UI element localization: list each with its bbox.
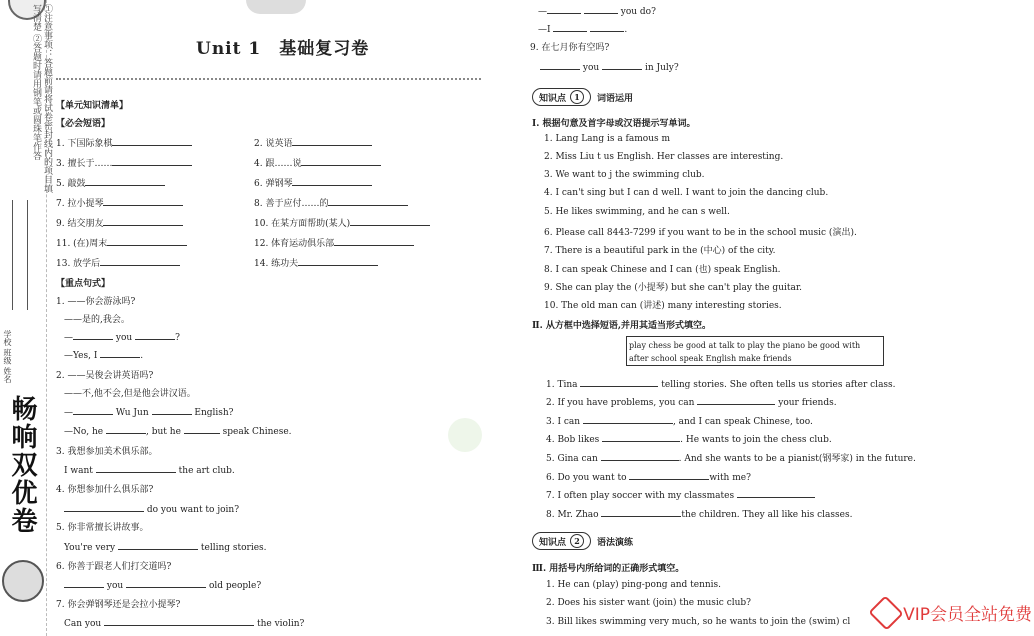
answer-blank[interactable] bbox=[64, 578, 104, 588]
answer-blank[interactable] bbox=[602, 60, 642, 70]
binding-spine bbox=[0, 0, 52, 636]
part-III-item: 3. Bill likes swimming very much, so he wants to join the (swim) cl bbox=[546, 617, 851, 627]
part-I-item: 7. There is a beautiful park in the (中心) of the city. bbox=[544, 246, 776, 256]
answer-blank[interactable] bbox=[73, 405, 113, 415]
question-9: 9. 在七月你有空吗? bbox=[530, 43, 610, 53]
spine-instructions: ①注意事项：答题前请将试卷密封线内的项目填写清楚 ②答题时请用钢笔或圆珠笔作答 bbox=[31, 4, 52, 193]
phrase-box-line-1: play chess be good at talk to play the piano be good with bbox=[629, 341, 861, 350]
sentence-prompt: 3. 我想参加美术俱乐部。 bbox=[56, 447, 158, 457]
part-I-item: 10. The old man can (讲述) many interesting stories. bbox=[544, 301, 782, 311]
answer-blank[interactable] bbox=[96, 463, 176, 473]
phrase-item: 2. 说英语 bbox=[254, 136, 372, 149]
sentence-prompt: ——不,他不会,但是他会讲汉语。 bbox=[64, 389, 196, 399]
phrases-header: 【必会短语】 bbox=[56, 119, 111, 129]
sentences-header: 【重点句式】 bbox=[56, 279, 111, 289]
diamond-icon bbox=[868, 595, 903, 630]
answer-blank[interactable] bbox=[106, 424, 146, 434]
answer-blank[interactable] bbox=[112, 136, 192, 146]
answer-blank[interactable] bbox=[590, 22, 624, 32]
part-II-item: 6. Do you want to with me? bbox=[546, 470, 751, 483]
answer-blank[interactable] bbox=[298, 256, 378, 266]
part-II-item: 7. I often play soccer with my classmates bbox=[546, 488, 815, 501]
answer-blank[interactable] bbox=[553, 22, 587, 32]
page-title: Unit 1 基础复习卷 bbox=[196, 39, 370, 59]
answer-blank[interactable] bbox=[135, 330, 175, 340]
spine-info-labels: 学校 班级 姓名 bbox=[3, 330, 12, 384]
part-III-item: 1. He can (play) ping-pong and tennis. bbox=[546, 580, 722, 590]
answer-blank[interactable] bbox=[292, 176, 372, 186]
title-divider bbox=[56, 78, 481, 80]
sentence-en: —Yes, I . bbox=[64, 348, 143, 361]
answer-blank[interactable] bbox=[107, 236, 187, 246]
kp-badge: 知识点 1 bbox=[532, 88, 591, 106]
kp-title: 语法演练 bbox=[597, 537, 634, 548]
part-II-item: 4. Bob likes . He wants to join the chess club. bbox=[546, 432, 832, 445]
part-III-item: 2. Does his sister want (join) the music club? bbox=[546, 598, 752, 608]
phrase-box bbox=[626, 336, 884, 366]
answer-blank[interactable] bbox=[112, 156, 192, 166]
part-II-instruction: Ⅱ. 从方框中选择短语,并用其适当形式填空。 bbox=[532, 321, 711, 331]
sentence-en: — Wu Jun English? bbox=[64, 405, 234, 418]
answer-blank[interactable] bbox=[292, 136, 372, 146]
sentence-en: do you want to join? bbox=[64, 502, 239, 515]
answer-blank[interactable] bbox=[602, 432, 680, 442]
part-I-item: 2. Miss Liu t us English. Her classes are interesting. bbox=[544, 152, 784, 162]
kp-title: 词语运用 bbox=[597, 93, 634, 104]
right-column bbox=[528, 0, 1008, 636]
part-I-item: 1. Lang Lang is a famous m bbox=[544, 134, 671, 144]
part-II-item: 3. I can , and I can speak Chinese, too. bbox=[546, 414, 813, 427]
part-II-item: 1. Tina telling stories. She often tells us stories after class. bbox=[546, 377, 896, 390]
part-I-item: 4. I can't sing but I can d well. I want to join the dancing club. bbox=[544, 188, 829, 198]
answer-blank[interactable] bbox=[350, 216, 430, 226]
sentence-prompt: ——是的,我会。 bbox=[64, 315, 130, 325]
answer-blank[interactable] bbox=[64, 502, 144, 512]
answer-blank[interactable] bbox=[103, 216, 183, 226]
phrase-item: 11. (在)周末 bbox=[56, 236, 187, 249]
answer-blank[interactable] bbox=[100, 256, 180, 266]
answer-blank[interactable] bbox=[629, 470, 709, 480]
section-header: 【单元知识清单】 bbox=[56, 101, 129, 111]
knowledge-point-2 bbox=[532, 532, 633, 550]
left-column bbox=[56, 0, 486, 636]
answer-blank[interactable] bbox=[100, 348, 140, 358]
sentence-prompt: 2. ——吴俊会讲英语吗? bbox=[56, 371, 154, 381]
part-II-item: 8. Mr. Zhao the children. They all like his classes. bbox=[546, 507, 852, 520]
part-I-item: 9. She can play the (小提琴) but she can't play the guitar. bbox=[544, 283, 803, 293]
answer-blank[interactable] bbox=[583, 414, 673, 424]
answer-blank[interactable] bbox=[580, 377, 658, 387]
continued-line: — you do? bbox=[538, 4, 656, 17]
sentence-en: You're very telling stories. bbox=[64, 540, 267, 553]
kp-badge: 知识点 2 bbox=[532, 532, 591, 550]
phrase-item: 3. 擅长于…… bbox=[56, 156, 192, 169]
sentence-prompt: 4. 你想参加什么俱乐部? bbox=[56, 485, 154, 495]
sentence-en: you old people? bbox=[64, 578, 261, 591]
knowledge-point-1 bbox=[532, 88, 633, 106]
part-I-instruction: Ⅰ. 根据句意及首字母或汉语提示写单词。 bbox=[532, 119, 696, 129]
answer-blank[interactable] bbox=[184, 424, 220, 434]
phrase-item: 6. 弹钢琴 bbox=[254, 176, 372, 189]
phrase-item: 7. 拉小提琴 bbox=[56, 196, 183, 209]
sentence-en: — you ? bbox=[64, 330, 180, 343]
phrase-item: 4. 跟……说 bbox=[254, 156, 381, 169]
part-I-item: 3. We want to j the swimming club. bbox=[544, 170, 705, 180]
sentence-prompt: 1. ——你会游泳吗? bbox=[56, 297, 136, 307]
answer-blank[interactable] bbox=[104, 616, 254, 626]
answer-blank[interactable] bbox=[540, 60, 580, 70]
part-I-item: 6. Please call 8443-7299 if you want to be in the school music (演出). bbox=[544, 228, 857, 238]
spine-brand: 畅响双优卷 bbox=[7, 395, 37, 535]
answer-blank[interactable] bbox=[584, 4, 618, 14]
sentence-prompt: 5. 你非常擅长讲故事。 bbox=[56, 523, 149, 533]
sentence-en: —No, he , but he speak Chinese. bbox=[64, 424, 292, 437]
part-II-item: 5. Gina can . And she wants to be a pianist(钢琴家) in the future. bbox=[546, 451, 916, 464]
header-decoration bbox=[246, 0, 306, 14]
continued-line: —I . bbox=[538, 22, 627, 35]
answer-blank[interactable] bbox=[334, 236, 414, 246]
spine-logo-bottom bbox=[2, 560, 44, 602]
answer-blank[interactable] bbox=[737, 488, 815, 498]
phrase-item: 9. 结交朋友 bbox=[56, 216, 183, 229]
phrase-item: 10. 在某方面帮助(某人) bbox=[254, 216, 430, 229]
answer-blank[interactable] bbox=[126, 578, 206, 588]
part-II-item: 2. If you have problems, you can your friends. bbox=[546, 395, 837, 408]
answer-blank[interactable] bbox=[73, 330, 113, 340]
answer-blank[interactable] bbox=[328, 196, 408, 206]
answer-blank[interactable] bbox=[152, 405, 192, 415]
answer-blank[interactable] bbox=[301, 156, 381, 166]
answer-blank[interactable] bbox=[697, 395, 775, 405]
question-9-en: you in July? bbox=[540, 60, 679, 73]
answer-blank[interactable] bbox=[118, 540, 198, 550]
answer-blank[interactable] bbox=[601, 451, 679, 461]
phrase-item: 5. 敲鼓 bbox=[56, 176, 165, 189]
page-decoration bbox=[448, 418, 482, 452]
answer-blank[interactable] bbox=[547, 4, 581, 14]
sentence-en: I want the art club. bbox=[64, 463, 235, 476]
phrase-item: 1. 下国际象棋 bbox=[56, 136, 192, 149]
phrase-item: 8. 善于应付……的 bbox=[254, 196, 408, 209]
part-III-instruction: Ⅲ. 用括号内所给词的正确形式填空。 bbox=[532, 564, 685, 574]
sentence-en: Can you the violin? bbox=[64, 616, 304, 629]
phrase-item: 14. 练功夫 bbox=[254, 256, 378, 269]
sentence-prompt: 7. 你会弹钢琴还是会拉小提琴? bbox=[56, 600, 181, 610]
sentence-prompt: 6. 你善于跟老人们打交道吗? bbox=[56, 562, 172, 572]
answer-blank[interactable] bbox=[601, 507, 681, 517]
part-I-item: 5. He likes swimming, and he can s well. bbox=[544, 207, 730, 217]
spine-rules bbox=[12, 200, 28, 310]
phrase-item: 12. 体育运动俱乐部 bbox=[254, 236, 414, 249]
part-I-item: 8. I can speak Chinese and I can (也) speak English. bbox=[544, 265, 781, 275]
answer-blank[interactable] bbox=[103, 196, 183, 206]
vip-watermark[interactable]: VIP会员全站免费 bbox=[873, 600, 1032, 625]
answer-blank[interactable] bbox=[85, 176, 165, 186]
phrase-item: 13. 放学后 bbox=[56, 256, 180, 269]
phrase-box-line-2: after school speak English make friends bbox=[629, 354, 792, 363]
